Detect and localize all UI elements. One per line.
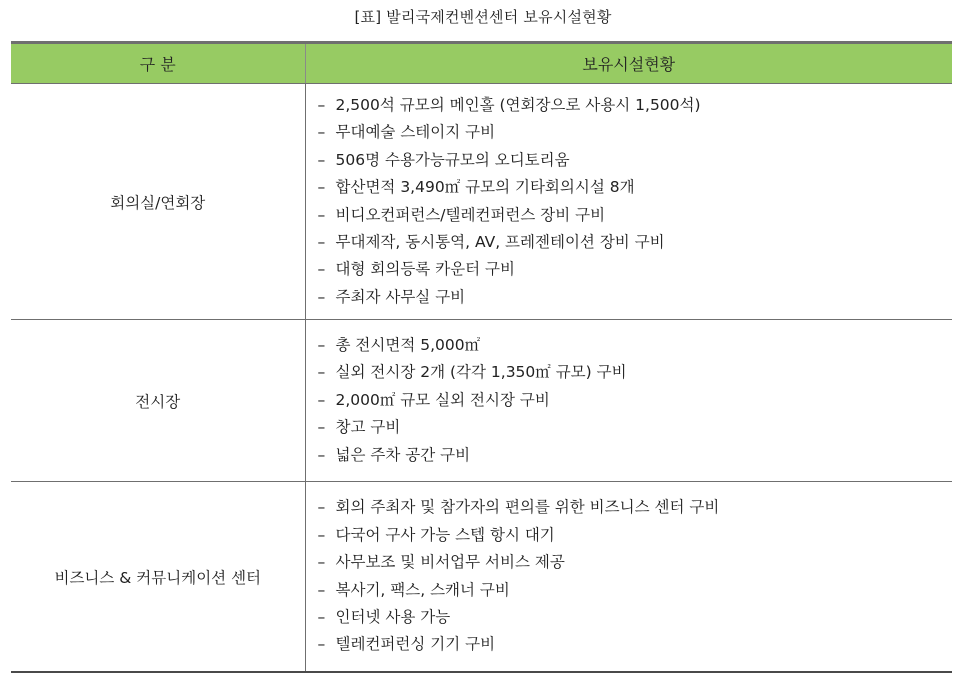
table-caption: [표] 발리국제컨벤션센터 보유시설현황	[354, 8, 612, 26]
bullet-dash: –	[317, 635, 326, 654]
table-header-row	[11, 43, 952, 84]
table-row	[11, 320, 952, 482]
list-item	[318, 387, 953, 414]
list-item-text: 비디오컨퍼런스/텔레컨퍼런스 장비 구비	[335, 205, 606, 224]
list-item	[318, 119, 953, 146]
list-item	[318, 631, 953, 658]
bullet-dash: –	[317, 232, 326, 251]
list-item-text: 대형 회의등록 카운터 구비	[335, 260, 515, 279]
bullet-dash: –	[317, 580, 326, 599]
items-cell	[305, 482, 952, 673]
items-cell	[305, 320, 952, 482]
bullet-dash: –	[317, 178, 326, 197]
list-item-text: 넓은 주차 공간 구비	[335, 445, 471, 464]
bullet-dash: –	[317, 260, 326, 279]
bullet-dash: –	[317, 390, 326, 409]
list-item	[318, 549, 953, 576]
list-item-text: 무대제작, 동시통역, AV, 프레젠테이션 장비 구비	[335, 232, 665, 251]
bullet-dash: –	[317, 418, 326, 437]
list-item-text: 주최자 사무실 구비	[335, 287, 466, 306]
header-facilities: 보유시설현황	[305, 43, 952, 84]
list-item	[318, 332, 953, 359]
list-item-text: 회의 주최자 및 참가자의 편의를 위한 비즈니스 센터 구비	[335, 498, 720, 517]
bullet-dash: –	[317, 525, 326, 544]
list-item-text: 텔레컨퍼런싱 기기 구비	[335, 635, 496, 654]
list-item	[318, 577, 953, 604]
bullet-dash: –	[317, 553, 326, 572]
bullet-dash: –	[317, 363, 326, 382]
list-item	[318, 442, 953, 469]
list-item	[318, 229, 953, 256]
list-item	[318, 284, 953, 311]
list-item-text: 인터넷 사용 가능	[335, 607, 451, 626]
category-cell: 회의실/연회장	[11, 84, 305, 320]
list-item-text: 사무보조 및 비서업무 서비스 제공	[335, 553, 565, 572]
bullet-dash: –	[317, 287, 326, 306]
facility-table	[11, 41, 952, 673]
list-item-text: 창고 구비	[335, 418, 401, 437]
list-item-text: 무대예술 스테이지 구비	[335, 123, 496, 142]
list-item-text: 합산면적 3,490㎡ 규모의 기타회의시설 8개	[335, 178, 635, 197]
list-item	[318, 147, 953, 174]
bullet-dash: –	[317, 95, 326, 114]
category-cell: 비즈니스 & 커뮤니케이션 센터	[11, 482, 305, 673]
list-item	[318, 604, 953, 631]
list-item	[318, 414, 953, 441]
bullet-dash: –	[317, 123, 326, 142]
list-item	[318, 174, 953, 201]
bullet-dash: –	[317, 335, 326, 354]
table-row	[11, 84, 952, 320]
list-item-text: 다국어 구사 가능 스텝 항시 대기	[335, 525, 555, 544]
list-item-text: 실외 전시장 2개 (각각 1,350㎡ 규모) 구비	[335, 363, 627, 382]
list-item-text: 총 전시면적 5,000㎡	[335, 335, 481, 354]
bullet-dash: –	[317, 607, 326, 626]
list-item	[318, 494, 953, 521]
list-item-text: 복사기, 팩스, 스캐너 구비	[335, 580, 510, 599]
list-item	[318, 256, 953, 283]
list-item-text: 2,500석 규모의 메인홀 (연회장으로 사용시 1,500석)	[335, 95, 701, 114]
list-item	[318, 92, 953, 119]
list-item-text: 506명 수용가능규모의 오디토리움	[335, 150, 570, 169]
list-item	[318, 359, 953, 386]
facility-list	[318, 332, 953, 469]
list-item	[318, 202, 953, 229]
bullet-dash: –	[317, 205, 326, 224]
facility-list	[318, 92, 953, 311]
list-item	[318, 522, 953, 549]
bullet-dash: –	[317, 498, 326, 517]
list-item-text: 2,000㎡ 규모 실외 전시장 구비	[335, 390, 550, 409]
facility-list	[318, 494, 953, 658]
category-cell: 전시장	[11, 320, 305, 482]
table-row	[11, 482, 952, 673]
bullet-dash: –	[317, 150, 326, 169]
header-category: 구 분	[11, 43, 305, 84]
bullet-dash: –	[317, 445, 326, 464]
items-cell	[305, 84, 952, 320]
